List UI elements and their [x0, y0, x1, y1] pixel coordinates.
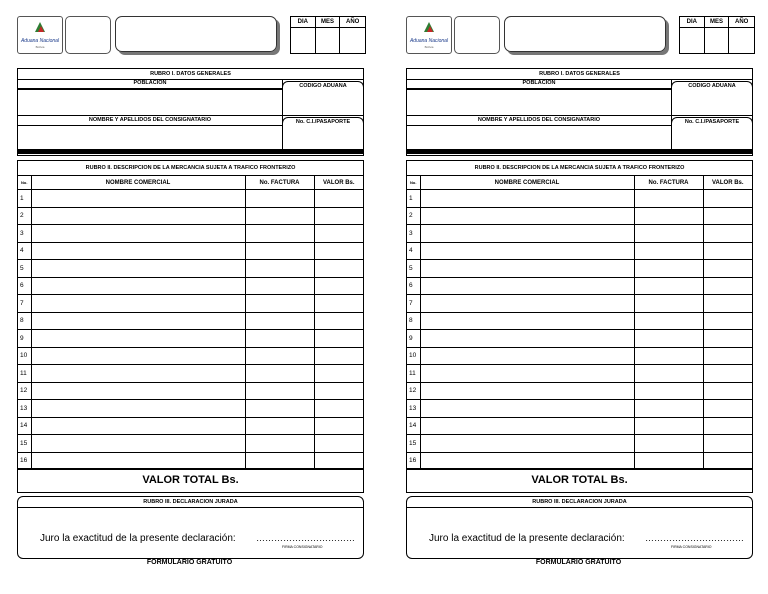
nombre-comercial-cell[interactable] — [31, 260, 245, 278]
nombre-comercial-cell[interactable] — [31, 382, 245, 400]
table-row — [18, 382, 363, 400]
factura-cell[interactable] — [245, 452, 314, 470]
row-number: 14 — [407, 417, 420, 435]
col-no: No. — [407, 176, 420, 190]
valor-cell[interactable] — [314, 295, 363, 313]
signature-label: FIRMA CONSIGNATARIO — [671, 545, 712, 549]
logo-sub: Bolivia — [35, 45, 45, 49]
nombre-comercial-cell[interactable] — [420, 225, 634, 243]
row-number: 13 — [18, 400, 31, 418]
row-number: 9 — [18, 330, 31, 348]
table-row — [407, 277, 752, 295]
ci-pasaporte-label: No. C.I./PASAPORTE — [671, 117, 753, 126]
rubro-1-section — [406, 68, 753, 156]
signature-line[interactable]: …………………………… — [645, 533, 744, 543]
table-row — [18, 207, 363, 225]
row-number: 12 — [407, 382, 420, 400]
valor-cell[interactable] — [314, 242, 363, 260]
date-table — [290, 16, 366, 54]
poblacion-field[interactable] — [18, 90, 281, 115]
table-row — [18, 260, 363, 278]
valor-cell[interactable] — [314, 452, 363, 470]
table-row — [407, 435, 752, 453]
stamp-box — [454, 16, 500, 54]
rubro-2-title: RUBRO II. DESCRIPCION DE LA MERCANCIA SUJETA A TRAFICO FRONTERIZO — [407, 161, 752, 176]
valor-cell[interactable] — [314, 225, 363, 243]
poblacion-label: POBLACION — [18, 79, 282, 89]
nombre-comercial-cell[interactable] — [31, 417, 245, 435]
table-row — [407, 312, 752, 330]
row-number: 7 — [18, 295, 31, 313]
table-row — [18, 295, 363, 313]
row-number: 7 — [407, 295, 420, 313]
signature-label: FIRMA CONSIGNATARIO — [282, 545, 323, 549]
col-nombre-comercial: NOMBRE COMERCIAL — [420, 176, 634, 190]
valor-cell[interactable] — [703, 382, 752, 400]
row-number: 1 — [407, 190, 420, 208]
valor-cell[interactable] — [314, 277, 363, 295]
nombre-comercial-cell[interactable] — [420, 452, 634, 470]
nombre-comercial-cell[interactable] — [420, 365, 634, 383]
rubro-3-section — [17, 496, 364, 559]
table-row — [18, 347, 363, 365]
factura-cell[interactable] — [245, 295, 314, 313]
nombre-comercial-cell[interactable] — [420, 382, 634, 400]
factura-cell[interactable] — [245, 277, 314, 295]
nombre-comercial-cell[interactable] — [420, 435, 634, 453]
poblacion-field[interactable] — [407, 90, 670, 115]
rubro-2-section — [17, 160, 364, 493]
consignatario-label: NOMBRE Y APELLIDOS DEL CONSIGNATARIO — [18, 116, 282, 126]
row-number: 1 — [18, 190, 31, 208]
signature-line[interactable]: …………………………… — [256, 533, 355, 543]
codigo-aduana-label: CODIGO ADUANA — [671, 81, 753, 90]
factura-cell[interactable] — [634, 435, 703, 453]
valor-cell[interactable] — [703, 347, 752, 365]
table-row — [18, 242, 363, 260]
poblacion-label: POBLACION — [407, 79, 671, 89]
valor-cell[interactable] — [314, 207, 363, 225]
row-number: 6 — [407, 277, 420, 295]
nombre-comercial-cell[interactable] — [31, 312, 245, 330]
date-header-dia: DIA — [680, 17, 705, 28]
nombre-comercial-cell[interactable] — [31, 242, 245, 260]
nombre-comercial-cell[interactable] — [31, 207, 245, 225]
col-no: No. — [18, 176, 31, 190]
stamp-box — [65, 16, 111, 54]
factura-cell[interactable] — [634, 330, 703, 348]
footer-label: FORMULARIO GRATUITO — [535, 559, 622, 566]
valor-cell[interactable] — [314, 382, 363, 400]
nombre-comercial-cell[interactable] — [31, 190, 245, 208]
rubro-3-section — [406, 496, 753, 559]
row-number: 2 — [407, 207, 420, 225]
date-dia-field[interactable] — [291, 28, 316, 53]
factura-cell[interactable] — [245, 242, 314, 260]
nombre-comercial-cell[interactable] — [420, 312, 634, 330]
nombre-comercial-cell[interactable] — [31, 330, 245, 348]
logo-text: Aduana Nacional — [20, 38, 60, 44]
nombre-comercial-cell[interactable] — [420, 190, 634, 208]
date-mes-field[interactable] — [316, 28, 341, 53]
nombre-comercial-cell[interactable] — [420, 207, 634, 225]
nombre-comercial-cell[interactable] — [420, 277, 634, 295]
factura-cell[interactable] — [245, 312, 314, 330]
valor-cell[interactable] — [703, 452, 752, 470]
table-row — [18, 365, 363, 383]
row-number: 2 — [18, 207, 31, 225]
ci-pasaporte-field[interactable] — [283, 126, 363, 149]
valor-cell[interactable] — [314, 400, 363, 418]
row-number: 4 — [18, 242, 31, 260]
row-number: 4 — [407, 242, 420, 260]
row-number: 16 — [407, 452, 420, 470]
row-number: 10 — [407, 347, 420, 365]
codigo-aduana-field[interactable] — [283, 90, 363, 115]
row-number: 11 — [18, 365, 31, 383]
valor-cell[interactable] — [314, 347, 363, 365]
nombre-comercial-cell[interactable] — [31, 400, 245, 418]
date-dia-field[interactable] — [680, 28, 705, 53]
table-row — [18, 435, 363, 453]
factura-cell[interactable] — [634, 382, 703, 400]
customs-form-2 — [406, 0, 753, 594]
valor-cell[interactable] — [703, 365, 752, 383]
table-row — [18, 417, 363, 435]
nombre-comercial-cell[interactable] — [420, 347, 634, 365]
row-number: 13 — [407, 400, 420, 418]
rubro-3-title: RUBRO III. DECLARACION JURADA — [407, 497, 752, 508]
valor-cell[interactable] — [703, 277, 752, 295]
nombre-comercial-cell[interactable] — [31, 225, 245, 243]
logo-text: Aduana Nacional — [409, 38, 449, 44]
row-number: 16 — [18, 452, 31, 470]
valor-cell[interactable] — [314, 330, 363, 348]
rubro-2-title: RUBRO II. DESCRIPCION DE LA MERCANCIA SUJETA A TRAFICO FRONTERIZO — [18, 161, 363, 176]
col-nombre-comercial: NOMBRE COMERCIAL — [31, 176, 245, 190]
items-table — [407, 176, 752, 470]
col-factura: No. FACTURA — [634, 176, 703, 190]
row-number: 9 — [407, 330, 420, 348]
nombre-comercial-cell[interactable] — [420, 242, 634, 260]
row-number: 11 — [407, 365, 420, 383]
declaration-text: Juro la exactitud de la presente declaración: — [40, 533, 236, 544]
table-row — [407, 417, 752, 435]
factura-cell[interactable] — [634, 295, 703, 313]
aduana-logo — [17, 16, 63, 54]
header-box — [115, 16, 277, 52]
row-number: 10 — [18, 347, 31, 365]
col-valor: VALOR Bs. — [314, 176, 363, 190]
row-number: 8 — [407, 312, 420, 330]
table-row — [407, 225, 752, 243]
nombre-comercial-cell[interactable] — [31, 452, 245, 470]
customs-form-1 — [17, 0, 364, 594]
factura-cell[interactable] — [634, 400, 703, 418]
table-row — [18, 277, 363, 295]
factura-cell[interactable] — [634, 260, 703, 278]
consignatario-label: NOMBRE Y APELLIDOS DEL CONSIGNATARIO — [407, 116, 671, 126]
valor-cell[interactable] — [703, 190, 752, 208]
factura-cell[interactable] — [634, 365, 703, 383]
row-number: 8 — [18, 312, 31, 330]
nombre-comercial-cell[interactable] — [420, 417, 634, 435]
table-row — [407, 382, 752, 400]
row-number: 15 — [407, 435, 420, 453]
table-row — [18, 400, 363, 418]
nombre-comercial-cell[interactable] — [31, 435, 245, 453]
rubro-1-section — [17, 68, 364, 156]
valor-cell[interactable] — [703, 225, 752, 243]
factura-cell[interactable] — [245, 347, 314, 365]
nombre-comercial-cell[interactable] — [420, 330, 634, 348]
valor-cell[interactable] — [703, 207, 752, 225]
row-number: 3 — [407, 225, 420, 243]
table-row — [407, 207, 752, 225]
factura-cell[interactable] — [634, 452, 703, 470]
valor-cell[interactable] — [703, 242, 752, 260]
factura-cell[interactable] — [634, 242, 703, 260]
date-ano-field[interactable] — [340, 28, 365, 53]
date-header-dia: DIA — [291, 17, 316, 28]
nombre-comercial-cell[interactable] — [31, 295, 245, 313]
codigo-aduana-label: CODIGO ADUANA — [282, 81, 364, 90]
table-row — [18, 190, 363, 208]
factura-cell[interactable] — [634, 207, 703, 225]
table-row — [18, 312, 363, 330]
row-number: 3 — [18, 225, 31, 243]
items-table — [18, 176, 363, 470]
nombre-comercial-cell[interactable] — [31, 277, 245, 295]
row-number: 12 — [18, 382, 31, 400]
valor-cell[interactable] — [703, 295, 752, 313]
factura-cell[interactable] — [634, 312, 703, 330]
nombre-comercial-cell[interactable] — [31, 347, 245, 365]
rubro-3-title: RUBRO III. DECLARACION JURADA — [18, 497, 363, 508]
rubro-1-title: RUBRO I. DATOS GENERALES — [18, 69, 363, 80]
row-number: 5 — [18, 260, 31, 278]
header-box — [504, 16, 666, 52]
table-row — [407, 400, 752, 418]
nombre-comercial-cell[interactable] — [31, 365, 245, 383]
factura-cell[interactable] — [634, 225, 703, 243]
factura-cell[interactable] — [245, 190, 314, 208]
table-row — [407, 365, 752, 383]
factura-cell[interactable] — [245, 225, 314, 243]
row-number: 14 — [18, 417, 31, 435]
valor-cell[interactable] — [314, 417, 363, 435]
consignatario-field[interactable] — [18, 126, 281, 149]
date-header-ano: AÑO — [729, 17, 754, 28]
date-header-mes: MES — [705, 17, 730, 28]
factura-cell[interactable] — [245, 260, 314, 278]
factura-cell[interactable] — [245, 382, 314, 400]
row-number: 15 — [18, 435, 31, 453]
valor-total-label: VALOR TOTAL Bs. — [18, 468, 363, 492]
table-row — [407, 347, 752, 365]
valor-cell[interactable] — [703, 260, 752, 278]
footer-label: FORMULARIO GRATUITO — [146, 559, 233, 566]
valor-cell[interactable] — [314, 312, 363, 330]
valor-cell[interactable] — [314, 190, 363, 208]
valor-cell[interactable] — [703, 330, 752, 348]
codigo-aduana-field[interactable] — [672, 90, 752, 115]
table-row — [18, 225, 363, 243]
col-valor: VALOR Bs. — [703, 176, 752, 190]
col-factura: No. FACTURA — [245, 176, 314, 190]
rubro-1-title: RUBRO I. DATOS GENERALES — [407, 69, 752, 80]
date-table — [679, 16, 755, 54]
declaration-text: Juro la exactitud de la presente declaración: — [429, 533, 625, 544]
nombre-comercial-cell[interactable] — [420, 400, 634, 418]
nombre-comercial-cell[interactable] — [420, 260, 634, 278]
row-number: 6 — [18, 277, 31, 295]
date-header-mes: MES — [316, 17, 341, 28]
table-row — [407, 452, 752, 470]
date-header-ano: AÑO — [340, 17, 365, 28]
valor-cell[interactable] — [314, 435, 363, 453]
factura-cell[interactable] — [634, 417, 703, 435]
table-row — [407, 190, 752, 208]
table-row — [407, 295, 752, 313]
valor-cell[interactable] — [314, 260, 363, 278]
row-number: 5 — [407, 260, 420, 278]
date-mes-field[interactable] — [705, 28, 730, 53]
valor-cell[interactable] — [703, 435, 752, 453]
consignatario-field[interactable] — [407, 126, 670, 149]
rubro-2-section — [406, 160, 753, 493]
aduana-logo — [406, 16, 452, 54]
factura-cell[interactable] — [634, 347, 703, 365]
valor-cell[interactable] — [703, 400, 752, 418]
valor-cell[interactable] — [314, 365, 363, 383]
ci-pasaporte-label: No. C.I./PASAPORTE — [282, 117, 364, 126]
table-row — [407, 260, 752, 278]
valor-cell[interactable] — [703, 312, 752, 330]
factura-cell[interactable] — [245, 207, 314, 225]
factura-cell[interactable] — [634, 277, 703, 295]
factura-cell[interactable] — [634, 190, 703, 208]
factura-cell[interactable] — [245, 365, 314, 383]
factura-cell[interactable] — [245, 400, 314, 418]
date-ano-field[interactable] — [729, 28, 754, 53]
ci-pasaporte-field[interactable] — [672, 126, 752, 149]
table-row — [18, 330, 363, 348]
factura-cell[interactable] — [245, 330, 314, 348]
table-row — [407, 330, 752, 348]
table-row — [18, 452, 363, 470]
logo-sub: Bolivia — [424, 45, 434, 49]
valor-cell[interactable] — [703, 417, 752, 435]
factura-cell[interactable] — [245, 435, 314, 453]
table-row — [407, 242, 752, 260]
valor-total-label: VALOR TOTAL Bs. — [407, 468, 752, 492]
factura-cell[interactable] — [245, 417, 314, 435]
nombre-comercial-cell[interactable] — [420, 295, 634, 313]
